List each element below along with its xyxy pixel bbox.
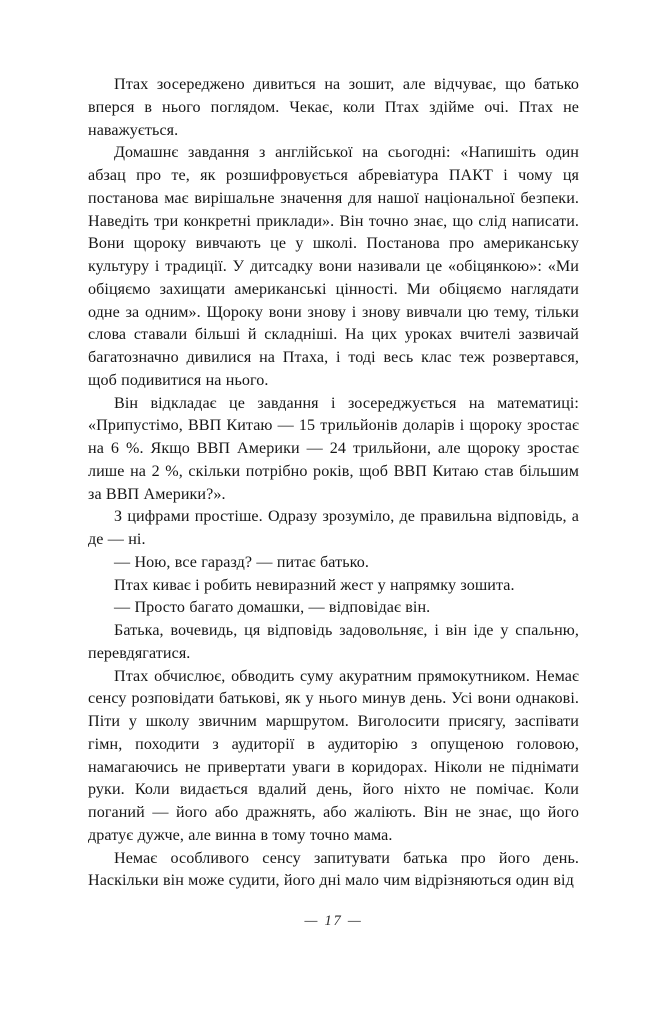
paragraph: Немає особливого сенсу запитувати батька про його день. Наскільки він може судити, його дні мало чим відрізняються один від [88, 849, 579, 890]
paragraph: Птах зосереджено дивиться на зошит, але відчуває, що батько вперся в нього поглядом. Чекає, коли Птах здійме очі. Птах не наважується. [88, 76, 579, 139]
page-text-column [88, 74, 579, 893]
paragraph: З цифрами простіше. Одразу зрозуміло, де правильна відповідь, а де — ні. [88, 508, 579, 548]
dialogue-line: — Ною, все гаразд? — питає батько. [114, 553, 369, 571]
paragraph: Птах обчислює, обводить суму акуратним прямокутником. Немає сенсу розповідати батькові, як у нього минув день. Усі вони однакові. Піти у школу звичним маршрутом. Виголосити присягу, заспівати гімн, походити з аудиторії в аудиторію з опущеною головою, намагаючись не привертати уваги в коридорах. Ніколи не піднімати руки. Коли видається вдалий день, його ніхто не помічає. Коли поганий — його або дражнять, або жаліють. Він не знає, що його дратує дужче, але винна в тому точно мама. [88, 667, 579, 844]
paragraph: Домашнє завдання з англійської на сьогодні: «Напишіть один абзац про те, як розшифровується абревіатура ПАКТ і чому ця постанова має вирішальне значення для нашої національної безпеки. Наведіть три конкретні приклади». Він точно знає, що слід написати. Вони щороку вивчають це у школі. Постанова про американську культуру і традиції. У дитсадку вони називали це «обіцянкою»: «Ми обіцяємо захищати американські цінності. Ми обіцяємо наглядати одне за одним». Щороку вони знову і знову вивчали цю тему, тільки слова ставали більші й складніші. На цих уроках вчителі зазвичай багатозначно дивилися на Птаха, і тоді весь клас теж розвертався, щоб подивитися на нього. [88, 144, 579, 389]
paragraph: Батька, вочевидь, ця відповідь задовольняє, і він іде у спальню, перевдягатися. [88, 622, 579, 662]
paragraph: Він відкладає це завдання і зосереджується на математиці: «Припустімо, ВВП Китаю — 15 трильйонів доларів і щороку зростає на 6 %. Якщо ВВП Америки — 24 трильйони, але щороку зростає лише на 2 %, скільки потрібно років, щоб ВВП Китаю став більшим за ВВП Америки?». [88, 394, 579, 503]
page-number: — 17 — [304, 913, 363, 929]
paragraph: Птах киває і робить невиразний жест у напрямку зошита. [114, 576, 515, 594]
dialogue-line: — Просто багато домашки, — відповідає він. [114, 599, 431, 617]
